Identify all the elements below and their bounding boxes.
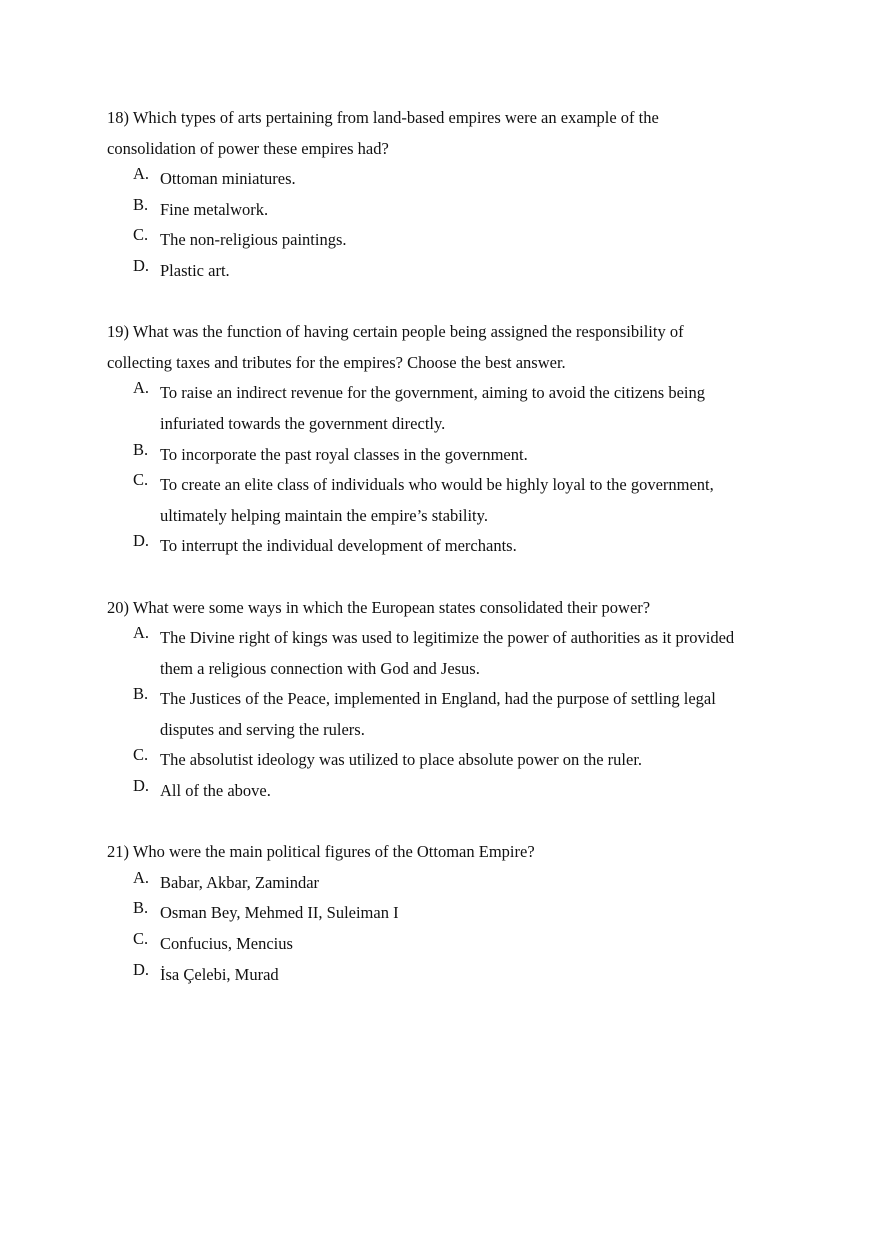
question-block xyxy=(107,593,807,807)
question-text: 18) Which types of arts pertaining from land-based empires were an example of the xyxy=(107,108,659,127)
question-text: collecting taxes and tributes for the empires? Choose the best answer. xyxy=(107,352,566,372)
option-text: The absolutist ideology was utilized to place absolute power on the ruler. xyxy=(160,750,643,770)
option-text: ultimately helping maintain the empire’s stability. xyxy=(160,505,488,525)
answer-option xyxy=(107,225,807,256)
answer-option xyxy=(107,531,807,562)
question-block xyxy=(107,317,807,562)
option-letter: D. xyxy=(133,531,150,551)
option-text: To incorporate the past royal classes in the government. xyxy=(160,444,528,464)
option-text: The Divine right of kings was used to legitimize the power of authorities as it provided xyxy=(160,628,735,648)
option-letter: A. xyxy=(133,164,150,184)
option-letter: B. xyxy=(133,684,149,704)
option-text: Ottoman miniatures. xyxy=(160,169,296,189)
question-block xyxy=(107,837,807,990)
option-text: To create an elite class of individuals who would be highly loyal to the government, xyxy=(160,475,714,495)
option-text: The non-religious paintings. xyxy=(160,230,347,250)
question-text: 19) What was the function of having certain people being assigned the responsibility of xyxy=(107,322,684,342)
option-letter: C. xyxy=(133,225,149,245)
answer-option xyxy=(107,378,807,439)
answer-option xyxy=(107,164,807,195)
option-letter: B. xyxy=(133,194,149,214)
option-letter: A. xyxy=(133,623,150,643)
answer-option xyxy=(107,745,807,776)
answer-option xyxy=(107,195,807,226)
option-text: Babar, Akbar, Zamindar xyxy=(160,872,320,892)
option-letter: D. xyxy=(133,255,150,275)
option-text: The Justices of the Peace, implemented in England, had the purpose of settling legal xyxy=(160,689,716,709)
answer-option xyxy=(107,684,807,745)
option-letter: C. xyxy=(133,470,149,490)
option-text: infuriated towards the government directly. xyxy=(160,413,446,433)
option-text: To raise an indirect revenue for the government, aiming to avoid the citizens being xyxy=(160,383,705,403)
option-letter: B. xyxy=(133,439,149,459)
question-text: 20) What were some ways in which the European states consolidated their power? xyxy=(107,597,651,617)
answer-option xyxy=(107,776,807,807)
option-text: Plastic art. xyxy=(160,260,230,280)
option-text: İsa Çelebi, Murad xyxy=(160,964,279,984)
question-text: 21) Who were the main political figures of the Ottoman Empire? xyxy=(107,842,535,862)
option-letter: D. xyxy=(133,959,150,979)
question-text: consolidation of power these empires had? xyxy=(107,138,389,158)
option-letter: D. xyxy=(133,776,150,796)
answer-option xyxy=(107,960,807,991)
answer-option xyxy=(107,256,807,287)
option-letter: C. xyxy=(133,745,149,765)
option-text: All of the above. xyxy=(160,781,271,801)
answer-option xyxy=(107,868,807,899)
option-letter: C. xyxy=(133,929,149,949)
option-letter: A. xyxy=(133,867,150,887)
answer-option xyxy=(107,898,807,929)
option-text: Osman Bey, Mehmed II, Suleiman I xyxy=(160,903,399,923)
option-text: Fine metalwork. xyxy=(160,199,269,219)
option-text: disputes and serving the rulers. xyxy=(160,719,365,739)
option-text: Confucius, Mencius xyxy=(160,934,293,954)
question-block xyxy=(107,103,807,287)
option-letter: A. xyxy=(133,378,150,398)
option-letter: B. xyxy=(133,898,149,918)
answer-option xyxy=(107,470,807,531)
answer-option xyxy=(107,623,807,684)
answer-option xyxy=(107,440,807,471)
option-text: To interrupt the individual development of merchants. xyxy=(160,536,517,556)
answer-option xyxy=(107,929,807,960)
option-text: them a religious connection with God and Jesus. xyxy=(160,658,480,678)
document-page xyxy=(107,103,807,1021)
